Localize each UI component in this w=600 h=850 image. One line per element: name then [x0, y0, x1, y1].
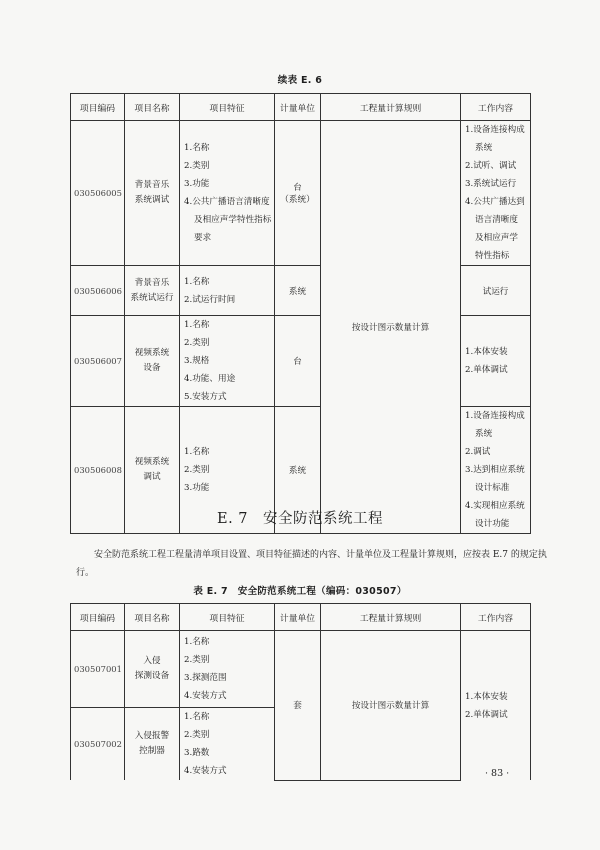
item-name: 背景音乐 系统调试 — [125, 121, 180, 266]
item-features: 1.名称 2.类别 3.探测范围 4.安装方式 — [180, 631, 275, 708]
table-row — [71, 631, 531, 708]
item-name: 背景音乐 系统试运行 — [125, 266, 180, 316]
item-name: 入侵 探测设备 — [125, 631, 180, 708]
item-code: 030507002 — [71, 708, 125, 781]
item-features: 1.名称 2.试运行时间 — [180, 266, 275, 316]
header-code: 项目编码 — [71, 604, 125, 631]
item-name: 入侵报警 控制器 — [125, 708, 180, 781]
section-heading: E. 7 安全防范系统工程 — [216, 511, 384, 527]
header-code: 项目编码 — [71, 94, 125, 121]
header-features: 项目特征 — [180, 604, 275, 631]
table-e6-caption: 续表 E. 6 — [277, 75, 323, 86]
work-content: 试运行 — [461, 266, 531, 316]
header-unit: 计量单位 — [275, 94, 321, 121]
item-features: 1.名称 2.类别 3.规格 4.功能、用途 5.安装方式 — [180, 316, 275, 407]
item-unit: 套 — [275, 631, 321, 781]
header-rule: 工程量计算规则 — [321, 604, 461, 631]
table-e6 — [70, 93, 531, 534]
table-row — [71, 121, 531, 266]
table-row — [71, 266, 531, 316]
header-work: 工作内容 — [461, 604, 531, 631]
item-code: 030506005 — [71, 121, 125, 266]
header-unit: 计量单位 — [275, 604, 321, 631]
table-header-row — [71, 604, 531, 631]
work-content: 1.本体安装 2.单体调试 — [461, 631, 531, 781]
item-name: 视频系统 设备 — [125, 316, 180, 407]
work-content: 1.设备连接构成系统 2.试听、调试 3.系统试运行 4.公共广播达到语言清晰度及相应声学特性指标 — [461, 121, 531, 266]
item-name: 视频系统 调试 — [125, 407, 180, 534]
item-unit: 系统 — [275, 266, 321, 316]
section-paragraph: 安全防范系统工程工程量清单项目设置、项目特征描述的内容、计量单位及工程量计算规则，应按表 E.7 的规定执行。 — [76, 550, 547, 578]
item-features: 1.名称 2.类别 3.功能 4.公共广播语言清晰度及相应声学特性指标要求 — [180, 121, 275, 266]
work-content: 1.设备连接构成系统 2.调试 3.达到相应系统设计标准 4.实现相应系统设计功能 — [461, 407, 531, 534]
calc-rule: 按设计图示数量计算 — [321, 121, 461, 534]
item-features: 1.名称 2.类别 3.路数 4.安装方式 — [180, 708, 275, 781]
table-e7-caption: 表 E. 7 安全防范系统工程（编码：030507） — [193, 586, 407, 597]
table-header-row — [71, 94, 531, 121]
item-code: 030506006 — [71, 266, 125, 316]
calc-rule: 按设计图示数量计算 — [321, 631, 461, 781]
table-row — [71, 316, 531, 407]
header-name: 项目名称 — [125, 94, 180, 121]
table-e7 — [70, 603, 531, 781]
header-name: 项目名称 — [125, 604, 180, 631]
work-content: 1.本体安装 2.单体调试 — [461, 316, 531, 407]
item-code: 030506007 — [71, 316, 125, 407]
item-unit: 台 （系统） — [275, 121, 321, 266]
header-features: 项目特征 — [180, 94, 275, 121]
item-unit: 系统 — [275, 407, 321, 534]
header-rule: 工程量计算规则 — [321, 94, 461, 121]
item-code: 030507001 — [71, 631, 125, 708]
item-features: 1.名称 2.类别 3.功能 — [180, 407, 275, 534]
page-number: · 83 · — [485, 768, 510, 779]
header-work: 工作内容 — [461, 94, 531, 121]
item-unit: 台 — [275, 316, 321, 407]
item-code: 030506008 — [71, 407, 125, 534]
